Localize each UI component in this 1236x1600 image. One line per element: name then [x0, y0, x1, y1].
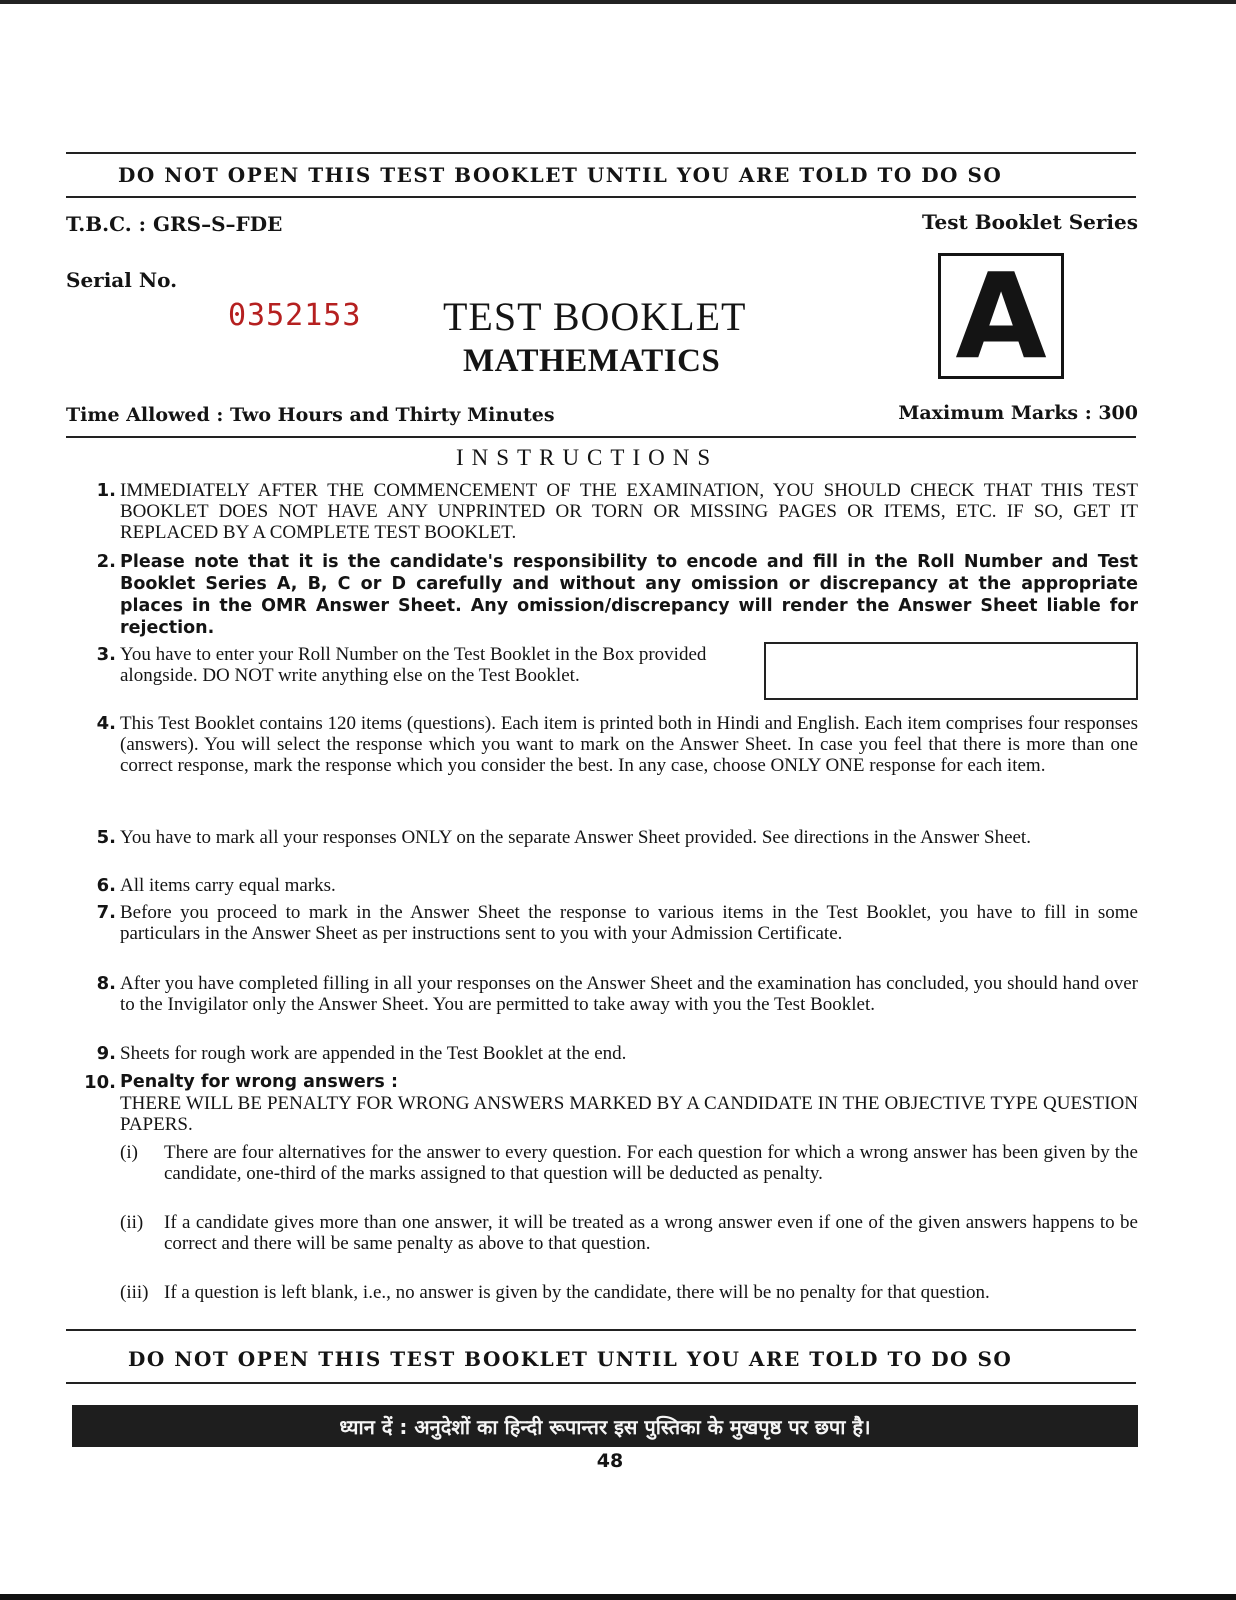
- instruction-text-4: This Test Booklet contains 120 items (questions). Each item is printed both in Hindi and English. Each item comprises four responses (answers). You will select the response which you want to mark on the Answer Sheet. In case you feel that there is more than one correct response, mark the response which you consider the best. In any case, choose ONLY ONE response for each item.: [120, 713, 1138, 776]
- warning-bottom: DO NOT OPEN THIS TEST BOOKLET UNTIL YOU ARE TOLD TO DO SO: [128, 1347, 1013, 1371]
- series-label: Test Booklet Series: [921, 210, 1138, 234]
- instruction-item-7: 7. Before you proceed to mark in the Answer Sheet the response to various items in the Test Booklet, you have to fill in some particulars in the Answer Sheet as per instructions sent to you with your Admission Certificate.: [96, 902, 1138, 944]
- instruction-item-1: 1. IMMEDIATELY AFTER THE COMMENCEMENT OF THE EXAMINATION, YOU SHOULD CHECK THAT THIS TEST BOOKLET DOES NOT HAVE ANY UNPRINTED OR TORN OR MISSING PAGES OR ITEMS, ETC. IF SO, GET IT REPLACED BY A COMPLETE TEST BOOKLET.: [96, 480, 1138, 543]
- instruction-text-6: All items carry equal marks.: [120, 875, 336, 896]
- instructions-heading: INSTRUCTIONS: [456, 445, 719, 470]
- hindi-notice-bar: [72, 1405, 1138, 1447]
- series-box: [938, 247, 1064, 385]
- instruction-item-9: 9. Sheets for rough work are appended in the Test Booklet at the end.: [66, 1043, 1138, 1064]
- instruction-item-8: 8. After you have completed filling in all your responses on the Answer Sheet and the examination has concluded, you should hand over to the Invigilator only the Answer Sheet. You are permitted to take away with you the Test Booklet.: [96, 973, 1138, 1015]
- instruction-item-10: 10. Penalty for wrong answers : THERE WILL BE PENALTY FOR WRONG ANSWERS MARKED BY A CANDIDATE IN THE OBJECTIVE TYPE QUESTION PAPERS.: [84, 1072, 1138, 1135]
- series-letter: A: [955, 247, 1047, 385]
- instruction-item-5: 5. You have to mark all your responses ONLY on the separate Answer Sheet provided. See directions in the Answer Sheet.: [66, 827, 1138, 848]
- penalty-title: Penalty for wrong answers :: [120, 1072, 398, 1092]
- roll-number-box[interactable]: [764, 642, 1138, 700]
- warning-top: DO NOT OPEN THIS TEST BOOKLET UNTIL YOU ARE TOLD TO DO SO: [118, 163, 1003, 187]
- instruction-text-7: Before you proceed to mark in the Answer Sheet the response to various items in the Test Booklet, you have to fill in some particulars in the Answer Sheet as per instructions sent to you with your Admission Certificate.: [120, 902, 1138, 944]
- instruction-text-5: You have to mark all your responses ONLY on the separate Answer Sheet provided. See directions in the Answer Sheet.: [120, 827, 1031, 848]
- instruction-item-3: 3. You have to enter your Roll Number on the Test Booklet in the Box provided alongside. DO NOT write anything else on the Test Booklet.: [66, 644, 746, 686]
- penalty-subitem-text-1: There are four alternatives for the answer to every question. For each question for which a wrong answer has been given by the candidate, one-third of the marks assigned to that question will be deducted as penalty.: [164, 1142, 1138, 1184]
- serial-label: Serial No.: [66, 268, 178, 292]
- page-bottom-edge: [0, 1594, 1236, 1600]
- instruction-item-2: 2. Please note that it is the candidate's responsibility to encode and fill in the Roll Number and Test Booklet Series A, B, C or D carefully and without any omission or discrepancy at the appropriate places in the OMR Answer Sheet. Any omission/discrepancy will render the Answer Sheet liable for rejection.: [96, 551, 1138, 638]
- page-number: 48: [596, 1450, 624, 1472]
- penalty-subitem-text-2: If a candidate gives more than one answer, it will be treated as a wrong answer even if one of the given answers happens to be correct and there will be same penalty as above to that question.: [164, 1212, 1138, 1254]
- footer-rule-top: [66, 1329, 1136, 1331]
- penalty-subitem-3: (iii) If a question is left blank, i.e., no answer is given by the candidate, there will be no penalty for that question.: [120, 1282, 1138, 1303]
- instruction-item-6: 6. All items carry equal marks.: [66, 875, 1138, 896]
- instruction-item-4: 4. This Test Booklet contains 120 items (questions). Each item is printed both in Hindi and English. Each item comprises four responses (answers). You will select the response which you want to mark on the Answer Sheet. In case you feel that there is more than one correct response, mark the response which you consider the best. In any case, choose ONLY ONE response for each item.: [96, 713, 1138, 776]
- subject-title: MATHEMATICS: [463, 343, 721, 379]
- instruction-text-2: Please note that it is the candidate's responsibility to encode and fill in the Roll Number and Test Booklet Series A, B, C or D carefully and without any omission or discrepancy at the appropriate places in the OMR Answer Sheet. Any omission/discrepancy will render the Answer Sheet liable for rejection.: [120, 552, 1138, 638]
- page-top-edge: [0, 0, 1236, 4]
- instruction-text-1: IMMEDIATELY AFTER THE COMMENCEMENT OF THE EXAMINATION, YOU SHOULD CHECK THAT THIS TEST BOOKLET DOES NOT HAVE ANY UNPRINTED OR TORN OR MISSING PAGES OR ITEMS, ETC. IF SO, GET IT REPLACED BY A COMPLETE TEST BOOKLET.: [120, 480, 1138, 543]
- serial-number: 0352153: [228, 298, 362, 333]
- penalty-subitem-1: (i) There are four alternatives for the answer to every question. For each question for which a wrong answer has been given by the candidate, one-third of the marks assigned to that question will be deducted as penalty.: [120, 1142, 1138, 1184]
- instruction-text-3: You have to enter your Roll Number on the Test Booklet in the Box provided alongside. DO NOT write anything else on the Test Booklet.: [120, 644, 707, 686]
- instruction-text-9: Sheets for rough work are appended in the Test Booklet at the end.: [120, 1043, 627, 1064]
- max-marks: Maximum Marks : 300: [898, 402, 1138, 424]
- warning-rule: [66, 196, 1136, 198]
- instruction-text-8: After you have completed filling in all your responses on the Answer Sheet and the examination has concluded, you should hand over to the Invigilator only the Answer Sheet. You are permitted to take away with you the Test Booklet.: [120, 973, 1138, 1015]
- time-allowed: Time Allowed : Two Hours and Thirty Minutes: [66, 404, 555, 426]
- footer-rule-bottom: [66, 1382, 1136, 1384]
- instruction-text-10: THERE WILL BE PENALTY FOR WRONG ANSWERS MARKED BY A CANDIDATE IN THE OBJECTIVE TYPE QUESTION PAPERS.: [120, 1093, 1138, 1135]
- penalty-subitem-2: (ii) If a candidate gives more than one answer, it will be treated as a wrong answer even if one of the given answers happens to be correct and there will be same penalty as above to that question.: [120, 1212, 1138, 1254]
- booklet-title: TEST BOOKLET: [443, 294, 747, 339]
- header-rule: [66, 436, 1136, 438]
- top-rule: [66, 152, 1136, 154]
- hindi-notice-text: ध्यान दें : अनुदेशों का हिन्दी रूपान्तर इस पुस्तिका के मुखपृष्ठ पर छपा है।: [339, 1414, 871, 1439]
- penalty-subitem-text-3: If a question is left blank, i.e., no answer is given by the candidate, there will be no penalty for that question.: [164, 1282, 990, 1303]
- tbc-code: T.B.C. : GRS–S–FDE: [66, 212, 283, 236]
